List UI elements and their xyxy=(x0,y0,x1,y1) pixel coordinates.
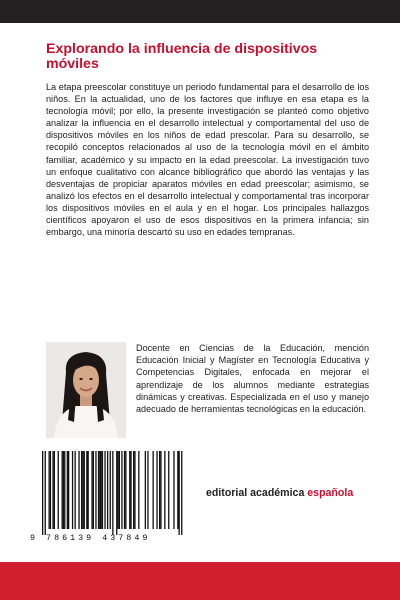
barcode-bar xyxy=(112,451,113,535)
barcode-bar xyxy=(78,451,79,529)
barcode-bar xyxy=(116,451,117,535)
barcode-bar xyxy=(153,451,154,529)
barcode-bar xyxy=(181,451,182,535)
barcode-bar xyxy=(129,451,130,529)
barcode-bar xyxy=(50,451,51,529)
barcode-bar xyxy=(124,451,125,529)
barcode-bar xyxy=(107,451,108,529)
publisher-name-main: editorial académica xyxy=(206,487,308,499)
barcode-bar xyxy=(173,451,174,529)
barcode-bar xyxy=(93,451,94,529)
barcode-bar xyxy=(64,451,65,529)
isbn-barcode xyxy=(38,451,188,541)
barcode-bar xyxy=(130,451,131,529)
barcode-bar xyxy=(68,451,69,529)
barcode-bar xyxy=(147,451,148,529)
barcode-bar xyxy=(138,451,139,529)
barcode-bar xyxy=(95,451,96,529)
barcode-bar xyxy=(88,451,89,529)
barcode-bar xyxy=(62,451,63,529)
barcode-bar xyxy=(72,451,73,529)
barcode-bar xyxy=(133,451,134,529)
barcode-bar xyxy=(82,451,83,529)
publisher-name-accent: española xyxy=(307,487,354,499)
barcode-bar xyxy=(91,451,92,529)
barcode-bar xyxy=(84,451,85,529)
barcode-bar xyxy=(98,451,99,529)
barcode-bar xyxy=(179,451,180,535)
barcode-bar xyxy=(125,451,126,529)
barcode-bar xyxy=(58,451,59,529)
barcode-bar xyxy=(52,451,53,529)
barcode-bar xyxy=(99,451,100,529)
barcode-bar xyxy=(101,451,102,529)
barcode-bar xyxy=(168,451,169,529)
barcode-bar xyxy=(117,451,118,529)
barcode-bar xyxy=(159,451,160,529)
barcode-bar xyxy=(119,451,120,529)
barcode-bar xyxy=(86,451,87,529)
barcode-bar xyxy=(49,451,50,529)
barcode-bar xyxy=(67,451,68,529)
barcode-bar xyxy=(145,451,146,529)
isbn-number: 9 786139 437849 xyxy=(30,533,151,543)
barcode-bar xyxy=(54,451,55,529)
barcode-bar xyxy=(121,451,122,529)
barcode-bar xyxy=(177,451,178,529)
barcode-bar xyxy=(164,451,165,529)
barcode-bar xyxy=(42,451,43,535)
barcode-bar xyxy=(63,451,64,529)
bottom-color-band xyxy=(0,562,400,600)
top-color-band xyxy=(0,0,400,23)
barcode-bar xyxy=(45,451,46,535)
barcode-bar xyxy=(110,451,111,529)
barcode-bar xyxy=(160,451,161,529)
barcode-bar xyxy=(156,451,157,529)
publisher-logo-text xyxy=(206,487,353,499)
author-photo xyxy=(46,342,126,438)
barcode-bar xyxy=(104,451,105,529)
barcode-bar xyxy=(134,451,135,529)
book-title: Explorando la influencia de dispositivos móviles xyxy=(46,41,318,72)
book-abstract: La etapa preescolar constituye un periodo fundamental para el desarrollo de los niños. En la actualidad, uno de los factores que influye en esa etapa es la tecnología móvil; por ello, la presente investigación se planteó como objetivo analizar la influencia en el desarrollo intelectual y comportamental del uso de dispositivos móviles en los niños de edad prescolar. Para su desarrollo, se recopiló conceptos relacionados al uso de la tecnología móvil en el ámbito familiar, académico y su impacto en la edad preescolar. La investigación tuvo un enfoque cualitativo con alcance bibliográfico que abordó las ventajas y las desventajas de propiciar aparatos móviles en edad preescolar; asimismo, se analizó los efectos en el desarrollo intelectual y comportamental tras incorporar los dispositivos móviles en el aula y en el hogar. Los principales hallazgos científicos apoyaron el uso de esos dispositivos en la primera infancia; sin embargo, una minoría descartó su uso en edades tempranas. xyxy=(46,82,369,238)
barcode-bar xyxy=(102,451,103,529)
barcode-bar xyxy=(75,451,76,529)
author-biography: Docente en Ciencias de la Educación, mención Educación Inicial y Magíster en Tecnología Educativa y Competencias Digitales, enfocada en mejorar el aprendizaje de los alumnos mediante estrategias dinámicas y creativas. Especializada en el uso y manejo adecuado de herramientas tecnológicas en la educación. xyxy=(136,343,369,415)
barcode-bar xyxy=(81,451,82,529)
